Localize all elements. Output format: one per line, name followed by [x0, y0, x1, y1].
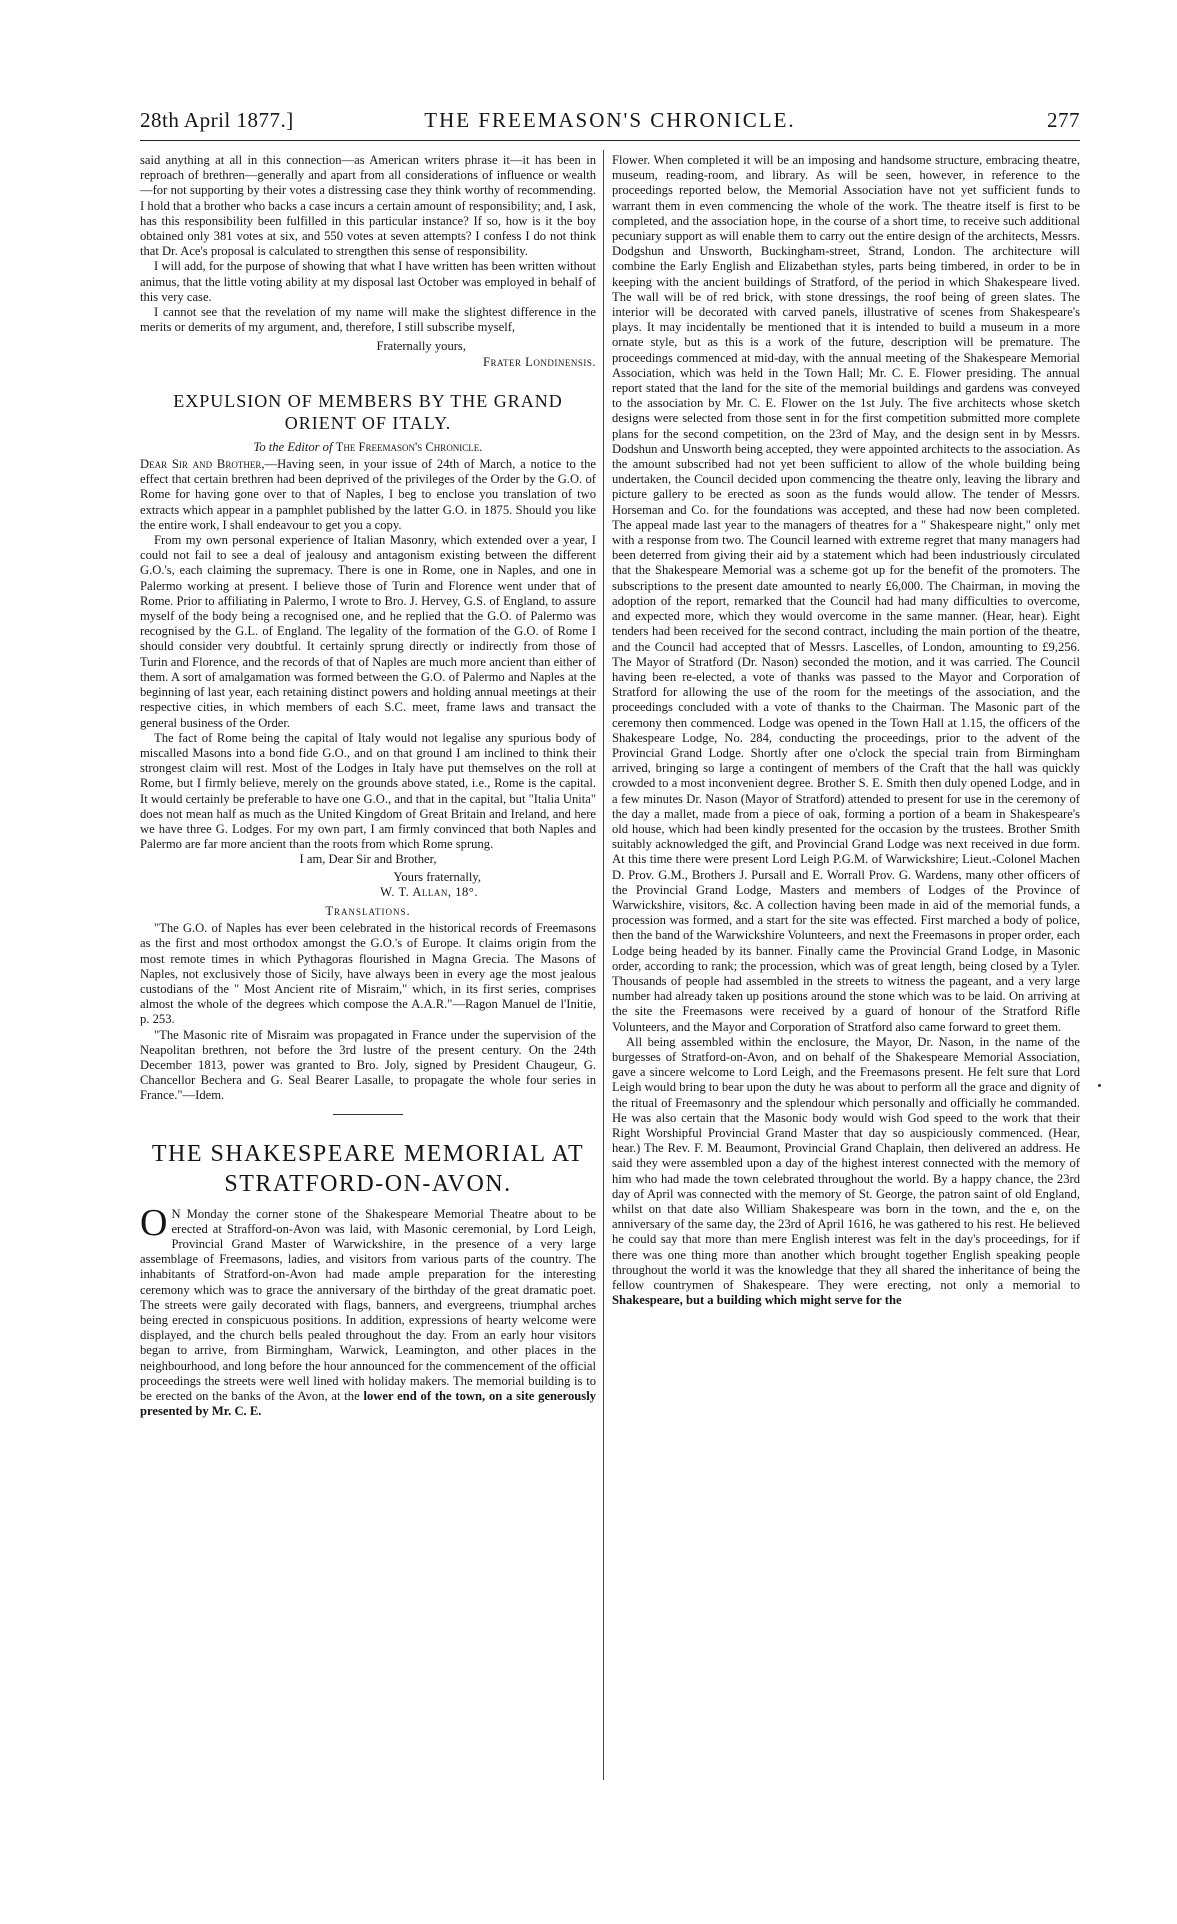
- article-paragraph: Flower. When completed it will be an imposing and handsome structure, embracing theatre, museum, reading-room, and library. As will be seen, however, in reference to the proceedings reported below, the Memorial Association have not yet sufficient funds to warrant them in even commencing the whole of the work. The theatre itself is first to be completed, and the association hope, in the course of a short time, to receive such additional pecuniary support as will enable them to carry out the entire design of the architects, Messrs. Dodgshun and Unsworth, Buckingham-street, Strand, London. The architecture will combine the Early English and Elizabethan styles, parts being timbered, in order to be in keeping with the ancient buildings of Stratford, of the period in which Shakespeare lived. The wall will be of red brick, with stone dressings, the roof being of green slates. The interior will be decorated with carved panels, illustrative of scenes from Shakespeare's plays. It may incidentally be mentioned that it is intended to build a museum in a more ornate style, but as this is a work of the future, description will be premature. The proceedings commenced at mid-day, with the annual meeting of the Shakespeare Memorial Association, which was held in the Town Hall; Mr. C. E. Flower presiding. The annual report stated that the land for the site of the memorial buildings and gardens was conveyed to the association by Mr. C. E. Flower on the 1st July. The five architects whose sketch designs were selected from those sent in for the first competition submitted more complete plans for the second competition, on the 23rd of May, and the design sent in by Messrs. Dodshun and Unsworth being accepted, they were appointed architects to the association. As the amount subscribed had not yet been sufficient to allow of the whole building being undertaken, the Council decided upon commencing the theatre only, leaving the library and picture gallery to be erected as soon as the funds would allow. The tender of Messrs. Horseman and Co. for the foundations was accepted, and these had now been completed. The appeal made last year to the managers of theatres for a " Shakespeare night," only met with a response from two. The Council learned with extreme regret that many managers had been deterred from giving their aid by a statement which had been industriously circulated that the Shakespeare Memorial was a scheme got up for the benefit of the promoters. The subscriptions to the present date amounted to nearly £6,000. The Chairman, in moving the adoption of the report, remarked that the Council had had many difficulties to overcome, and expected more, which they would overcome in the same manner. (Hear, hear). Eight tenders had been received for the second contract, including the main portion of the theatre, and the Council had accepted that of Messrs. Lascelles, of London, amounting to £9,256. The Mayor of Stratford (Dr. Nason) seconded the motion, and it was carried. The Council having been re-elected, a vote of thanks was passed to the Mayor and Corporation of Stratford for allowing the use of the room for the meetings of the association, and the proceedings concluded with a vote of thanks to the Chairman. The Masonic part of the ceremony then commenced. Lodge was opened in the Town Hall at 1.15, the officers of the Shakespeare Lodge, No. 284, conducting the proceedings, prior to the advent of the Provincial Grand Lodge. Shortly after one o'clock the special train from Birmingham arrived, bringing so large a contingent of members of the Craft that the hall was quickly crowded to a most inconvenient degree. Brother S. E. Smith then duly opened Lodge, and in a few minutes Dr. Nason (Mayor of Stratford) attended to present for use in the ceremony of the day a mallet, made from a piece of oak, forming a portion of a beam in Shakespeare's old house, which had been kindly presented for the occasion by the trustees. Brother Smith suitably acknowledged the gift, and Provincial Grand Lodge was next received in due form. At this time there were present Lord Leigh P.G.M. of Warwickshire; Lieut.-Colonel Machen D. Prov. G.M., Brothers J. Pursall and E. Worrall Prov. G. Wardens, many other officers of the Provincial Grand Lodge, Masters and members of Lodges of the Province of Warwickshire, visitors, &c. A collection having been made in aid of the memorial funds, a procession was formed, and a start for the site was effected. First marched a body of police, then the band of the Warwickshire Volunteers, and next the Freemasons in proper order, each Lodge being headed by its banner. Finally came the Provincial Grand Lodge, in Masonic order, according to rank; the procession, which was of great length, being closed by a Tyler. Thousands of people had assembled in the streets to witness the pageant, and a very large number had already taken up positions around the stone which was to be laid. On arriving at the site the Freemasons were received by a guard of honour of the Stratford Rifle Volunteers, and the Mayor and Corporation of Stratford also came forward to greet them.: [612, 153, 1080, 1034]
- article-paragraph: [140, 1201, 596, 1420]
- letter-paragraph: I will add, for the purpose of showing that what I have written has been written without animus, that the little voting ability at my disposal last October was employed in behalf of this very case.: [140, 259, 596, 304]
- letter-paragraph: [140, 457, 596, 533]
- letter-closing: Fraternally yours,: [376, 339, 466, 354]
- letter-signature: Frater Londinensis.: [483, 354, 596, 369]
- article-last-line: Shakespeare, but a building which might serve for the: [612, 1293, 902, 1308]
- article-title-shakespeare: THE SHAKESPEARE MEMORIAL AT STRATFORD-ON-AVON.: [151, 1140, 585, 1197]
- salutation: Dear Sir and Brother,: [140, 457, 265, 472]
- to-editor-line: [140, 440, 596, 455]
- column-divider: [603, 150, 604, 1780]
- ink-speck: [1098, 1084, 1101, 1087]
- translation-paragraph: "The Masonic rite of Misraim was propagated in France under the supervision of the Neapolitan brethren, not before the 3rd lustre of the present century. On the 24th December 1813, power was granted to Bro. Joly, signed by President Chaugeur, G. Chancellor Bechera and G. Seal Bearer Lasalle, to propagate the whole four series in France."—Idem.: [140, 1027, 596, 1103]
- article-body: All being assembled within the enclosure, the Mayor, Dr. Nason, in the name of the burgesses of Stratford-on-Avon, and on behalf of the Shakespeare Memorial Association, gave a sincere welcome to Lord Leigh, and the Freemasons present. He felt sure that Lord Leigh would bring to bear upon the duty he was about to perform all the grace and dignity of the ritual of Freemasonry and the splendour which personally and officially he commanded. He was also certain that the Masonic body would wish God speed to the work that their Right Worshipful Provincial Grand Master that day so auspiciously commenced. (Hear, hear.) The Rev. F. M. Beaumont, Provincial Grand Chaplain, then delivered an address. He said they were assembled upon a day of the highest interest connected with the memory of him who had made the town celebrated throughout the world. By a happy chance, the 23rd day of April was connected with the memory of St. George, the patron saint of old England, whilst on that date also William Shakespeare was born in the town, and the e, on the anniversary of the same day, the 23rd of April 1616, he was gathered to his rest. He believed he could say that more than mere English interest was felt in the day's proceedings, for if there was one thing more than another which brought together English speaking people throughout the world it was the knowledge that they all shared the inheritance of being the fellow countrymen of Shakespeare. They were erecting, not only a memorial to: [612, 1034, 1080, 1293]
- drop-cap: O: [140, 1201, 168, 1244]
- page-number: 277: [1047, 108, 1080, 132]
- publication-title: THE FREEMASON'S CHRONICLE.: [424, 108, 796, 132]
- left-column: [140, 153, 596, 1776]
- article-body: N Monday the corner stone of the Shakespeare Memorial Theatre about to be erected at Strafford-on-Avon was laid, with Masonic ceremonial, by Lord Leigh, Provincial Grand Master of Warwickshire, in the presence of a very large assemblage of Freemasons, ladies, and visitors from various parts of the country. The inhabitants of Stratford-on-Avon had made ample preparation for the interesting ceremony which was to grace the anniversary of the birthday of the great dramatic poet. The streets were gaily decorated with flags, banners, and evergreens, triumphal arches being erected in conspicuous positions. In addition, expressions of hearty welcome were displayed, and the church bells pealed throughout the day. From an early hour visitors began to arrive, from Birmingham, Warwick, Leamington, and other places in the neighbourhood, and long before the hour announced for the commencement of the official proceedings the streets were well lined with holiday makers. The memorial building is to be erected on the banks of the Avon, at the: [140, 1206, 596, 1404]
- page-header: [140, 104, 1080, 138]
- article-title-expulsion: EXPULSION OF MEMBERS BY THE GRAND ORIENT OF ITALY.: [173, 390, 563, 433]
- translations-heading: Translations.: [325, 903, 411, 918]
- translation-paragraph: "The G.O. of Naples has ever been celebrated in the historical records of Freemasons as the first and most orthodox amongst the G.O.'s of Europe. It claims origin from the most remote times in which Pythagoras flourished in Magna Grecia. The Masons of Naples, not exclusively those of Sicily, have always been in every age the most jealous custodians of the " Most Ancient rite of Misraim," which, in its first series, comprises almost the whole of the degrees which compose the A.A.R."—Ragon Manuel de l'Initie, p. 253.: [140, 921, 596, 1027]
- letter-paragraph: I cannot see that the revelation of my name will make the slightest difference in the merits or demerits of my argument, and, therefore, I still subscribe myself,: [140, 305, 596, 335]
- article-last-line: lower end of the town, on a site generously presented by Mr. C. E.: [140, 1389, 596, 1419]
- letter-paragraph: said anything at all in this connection—as American writers phrase it—it has been in reproach of brethren—generally and apart from all considerations of influence or wealth—for not supporting by their votes a distressing case they think worthy of recommending. I hold that a brother who backs a case incurs a certain amount of responsibility; and, I ask, has this responsibility been fulfilled in this particular instance? If so, how is it the boy obtained only 381 votes at six, and 550 votes at seven attempts? I confess I do not think that Dr. Ace's proposal is calculated to strengthen this sense of responsibility.: [140, 153, 596, 259]
- to-editor-paper: The Freemason's Chronicle.: [335, 439, 483, 454]
- article-paragraph: [612, 1035, 1080, 1309]
- header-rule: [140, 140, 1080, 141]
- to-editor-text: To the Editor of: [253, 439, 333, 454]
- letter-closing-line: I am, Dear Sir and Brother,: [299, 852, 437, 867]
- section-rule: [333, 1114, 403, 1115]
- salutation-body: —Having seen, in your issue of 24th of March, a notice to the effect that certain brethren had been deprived of the privileges of the Order by the G.O. of Rome for having gone over to that of Naples, I beg to enclose you translation of two extracts which appear in a pamphlet published by the latter G.O. in 1875. Should you like the entire work, I shall endeavour to get you a copy.: [140, 457, 596, 532]
- issue-date: 28th April 1877.]: [140, 108, 294, 132]
- right-column: [612, 153, 1080, 1776]
- letter-signature: W. T. Allan, 18°.: [380, 884, 478, 899]
- letter-closing: Yours fraternally,: [393, 869, 481, 884]
- letter-paragraph: From my own personal experience of Italian Masonry, which extended over a year, I could not fail to see a deal of jealousy and antagonism existing between the different G.O.'s, each claiming the supremacy. There is one in Rome, one in Naples, and one in Palermo working at present. I believe those of Turin and Florence went under that of Rome. Prior to affiliating in Palermo, I wrote to Bro. J. Hervey, G.S. of England, to assure myself of the body being a recognised one, and he replied that the G.O. of Palermo was recognised by the G.L. of England. The legality of the formation of the G.O. of Rome I should consider very doubtful. It certainly sprung directly or indirectly from those of Turin and Florence, and the records of that of Naples are much more ancient than either of them. A sort of amalgamation was formed between the G.O. of Palermo and Naples at the beginning of last year, each retaining distinct powers and holding annual meetings at their respective cities, in which members of each S.C. meet, frame laws and transact the general business of the Order.: [140, 533, 596, 730]
- letter-paragraph: The fact of Rome being the capital of Italy would not legalise any spurious body of miscalled Masons into a bond fide G.O., and on that ground I am inclined to think their strongest claim will rest. Most of the Lodges in Italy have put themselves on the roll at Rome, but I firmly believe, merely on the grounds above stated, i.e., Rome is the capital. It would certainly be preferable to have one G.O., and that in the capital, but "Italia Unita" does not mean half as much as the United Kingdom of Great Britain and Ireland, and here we have three G. Lodges. For my own part, I am firmly convinced that both Naples and Palermo are far more ancient than the roots from which Rome sprung.: [140, 730, 596, 852]
